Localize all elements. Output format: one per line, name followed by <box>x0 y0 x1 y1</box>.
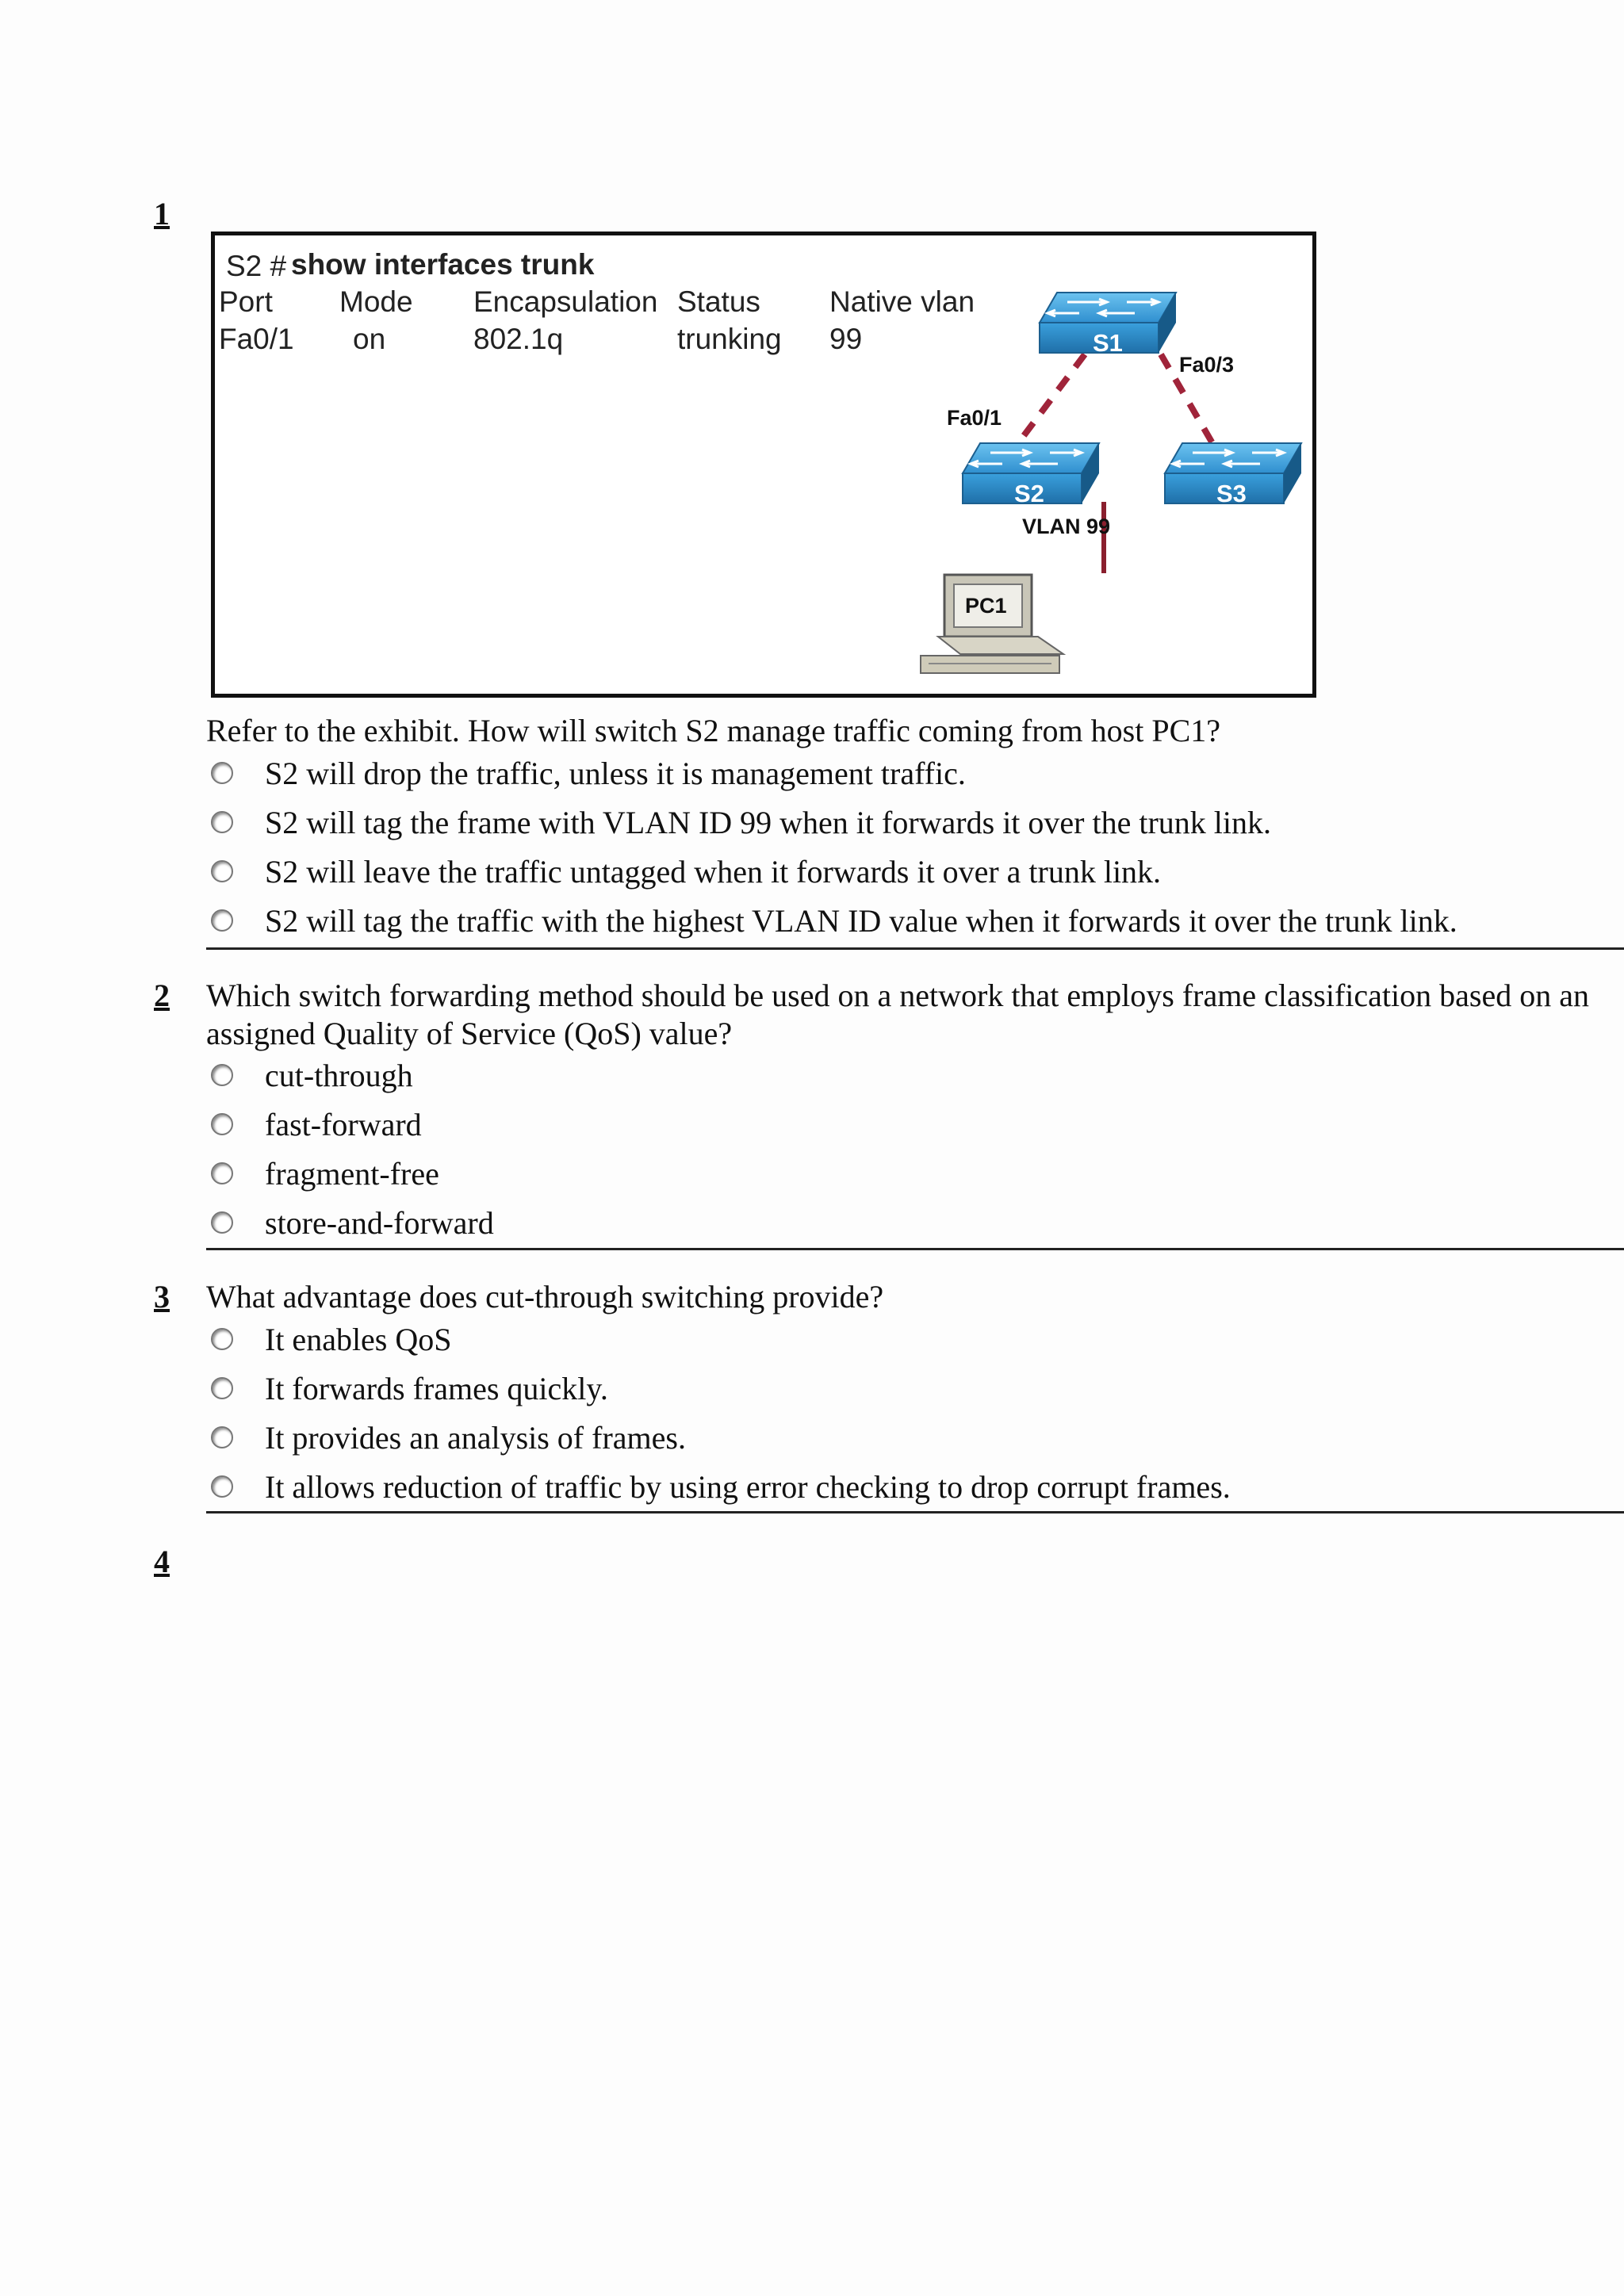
pc1-computer-icon <box>921 575 1063 673</box>
port-label-fa0-3: Fa0/3 <box>1179 353 1235 377</box>
divider <box>206 947 1624 950</box>
radio-button[interactable] <box>211 1113 233 1135</box>
vlan-label: VLAN 99 <box>1022 515 1111 538</box>
question-3-option-4[interactable] <box>211 1468 1231 1506</box>
option-label: cut-through <box>265 1057 413 1093</box>
question-number-4: 4 <box>154 1544 170 1579</box>
cell-encapsulation: 802.1q <box>473 323 564 355</box>
s2-label: S2 <box>1014 480 1044 507</box>
header-encapsulation: Encapsulation <box>473 285 658 318</box>
option-label: It forwards frames quickly. <box>265 1370 608 1406</box>
question-number-1: 1 <box>154 196 170 232</box>
question-2-option-3[interactable] <box>211 1154 439 1192</box>
cell-port: Fa0/1 <box>219 323 294 355</box>
pc1-label: PC1 <box>965 594 1007 618</box>
question-2-option-1[interactable] <box>211 1056 413 1094</box>
command-text: show interfaces trunk <box>291 248 595 281</box>
question-3-option-3[interactable] <box>211 1418 686 1456</box>
question-2-option-2[interactable] <box>211 1105 422 1143</box>
question-1-option-3[interactable] <box>211 852 1161 890</box>
option-label: It provides an analysis of frames. <box>265 1419 686 1456</box>
cell-native-vlan: 99 <box>829 323 863 355</box>
header-native-vlan: Native vlan <box>829 285 975 318</box>
radio-button[interactable] <box>211 1328 233 1350</box>
option-label: It enables QoS <box>265 1321 452 1357</box>
question-3-text: What advantage does cut-through switching provide? <box>206 1279 884 1314</box>
radio-button[interactable] <box>211 1377 233 1399</box>
command-prompt: S2 # <box>226 250 287 282</box>
option-label: It allows reduction of traffic by using error checking to drop corrupt frames. <box>265 1468 1231 1505</box>
radio-button[interactable] <box>211 860 233 882</box>
s3-label: S3 <box>1216 480 1247 507</box>
option-label: S2 will tag the traffic with the highest VLAN ID value when it forwards it over the trunk link. <box>265 902 1457 939</box>
question-2-option-4[interactable] <box>211 1203 494 1242</box>
question-number-3: 3 <box>154 1279 170 1314</box>
topology-diagram <box>215 235 1312 694</box>
question-1-text: Refer to the exhibit. How will switch S2 manage traffic coming from host PC1? <box>206 713 1221 748</box>
s1-label: S1 <box>1093 329 1123 357</box>
option-label: fragment-free <box>265 1155 439 1192</box>
trunk-link-s1-s2 <box>1018 354 1085 443</box>
radio-button[interactable] <box>211 909 233 932</box>
option-label: fast-forward <box>265 1106 422 1142</box>
divider <box>206 1511 1624 1513</box>
option-label: S2 will leave the traffic untagged when it forwards it over a trunk link. <box>265 853 1162 890</box>
radio-button[interactable] <box>211 1426 233 1448</box>
question-3-option-1[interactable] <box>211 1320 452 1358</box>
radio-button[interactable] <box>211 1211 233 1234</box>
radio-button[interactable] <box>211 811 233 833</box>
exhibit-figure <box>211 232 1316 698</box>
radio-button[interactable] <box>211 762 233 784</box>
header-port: Port <box>219 285 273 318</box>
radio-button[interactable] <box>211 1064 233 1086</box>
question-3-option-2[interactable] <box>211 1369 608 1407</box>
header-mode: Mode <box>339 285 413 318</box>
port-label-fa0-1: Fa0/1 <box>947 406 1002 430</box>
question-1-option-1[interactable] <box>211 754 966 792</box>
option-label: store-and-forward <box>265 1204 494 1241</box>
question-number-2: 2 <box>154 978 170 1013</box>
question-2-text-line-1: Which switch forwarding method should be used on a network that employs frame classification based on an <box>206 978 1589 1013</box>
option-label: S2 will drop the traffic, unless it is management traffic. <box>265 755 966 791</box>
cell-mode: on <box>353 323 386 355</box>
divider <box>206 1248 1624 1250</box>
question-2-text-line-2: assigned Quality of Service (QoS) value? <box>206 1016 733 1051</box>
cell-status: trunking <box>677 323 782 355</box>
radio-button[interactable] <box>211 1162 233 1184</box>
question-1-option-4[interactable] <box>211 901 1457 939</box>
header-status: Status <box>677 285 760 318</box>
radio-button[interactable] <box>211 1475 233 1498</box>
question-1-option-2[interactable] <box>211 803 1271 841</box>
option-label: S2 will tag the frame with VLAN ID 99 when it forwards it over the trunk link. <box>265 804 1272 840</box>
